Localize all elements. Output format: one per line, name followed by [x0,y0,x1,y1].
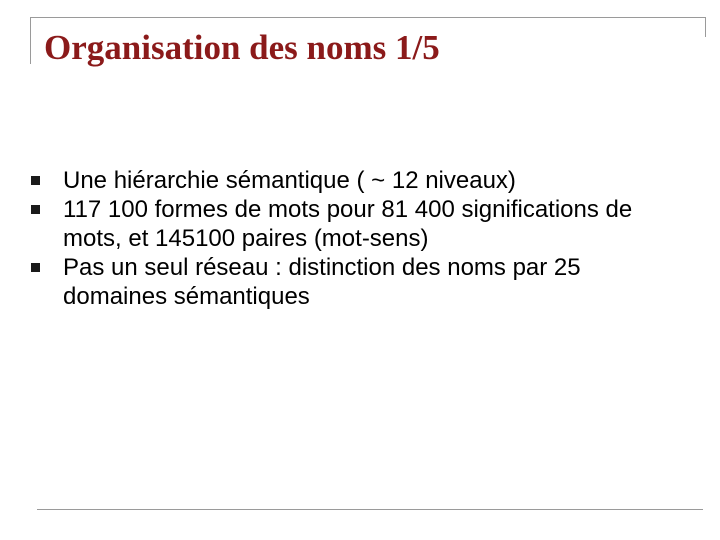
title-frame-top-line [30,17,706,18]
bullet-text: 117 100 formes de mots pour 81 400 significations de mots, et 145100 paires (mot-sens) [63,196,633,252]
bullet-text: Une hiérarchie sémantique ( ~ 12 niveaux) [63,167,516,194]
square-bullet-icon [31,176,40,185]
square-bullet-icon [31,263,40,272]
title-frame-right-line [705,17,706,37]
square-bullet-icon [31,205,40,214]
bullet-item [28,253,688,311]
footer-divider-line [37,509,703,510]
bullet-list [28,166,688,311]
bullet-text: Pas un seul réseau : distinction des noms par 25 domaines sémantiques [63,254,581,310]
bullet-item [28,166,688,195]
bullet-item [28,195,688,253]
title-frame-left-line [30,17,31,64]
slide-title: Organisation des noms 1/5 [44,28,440,67]
